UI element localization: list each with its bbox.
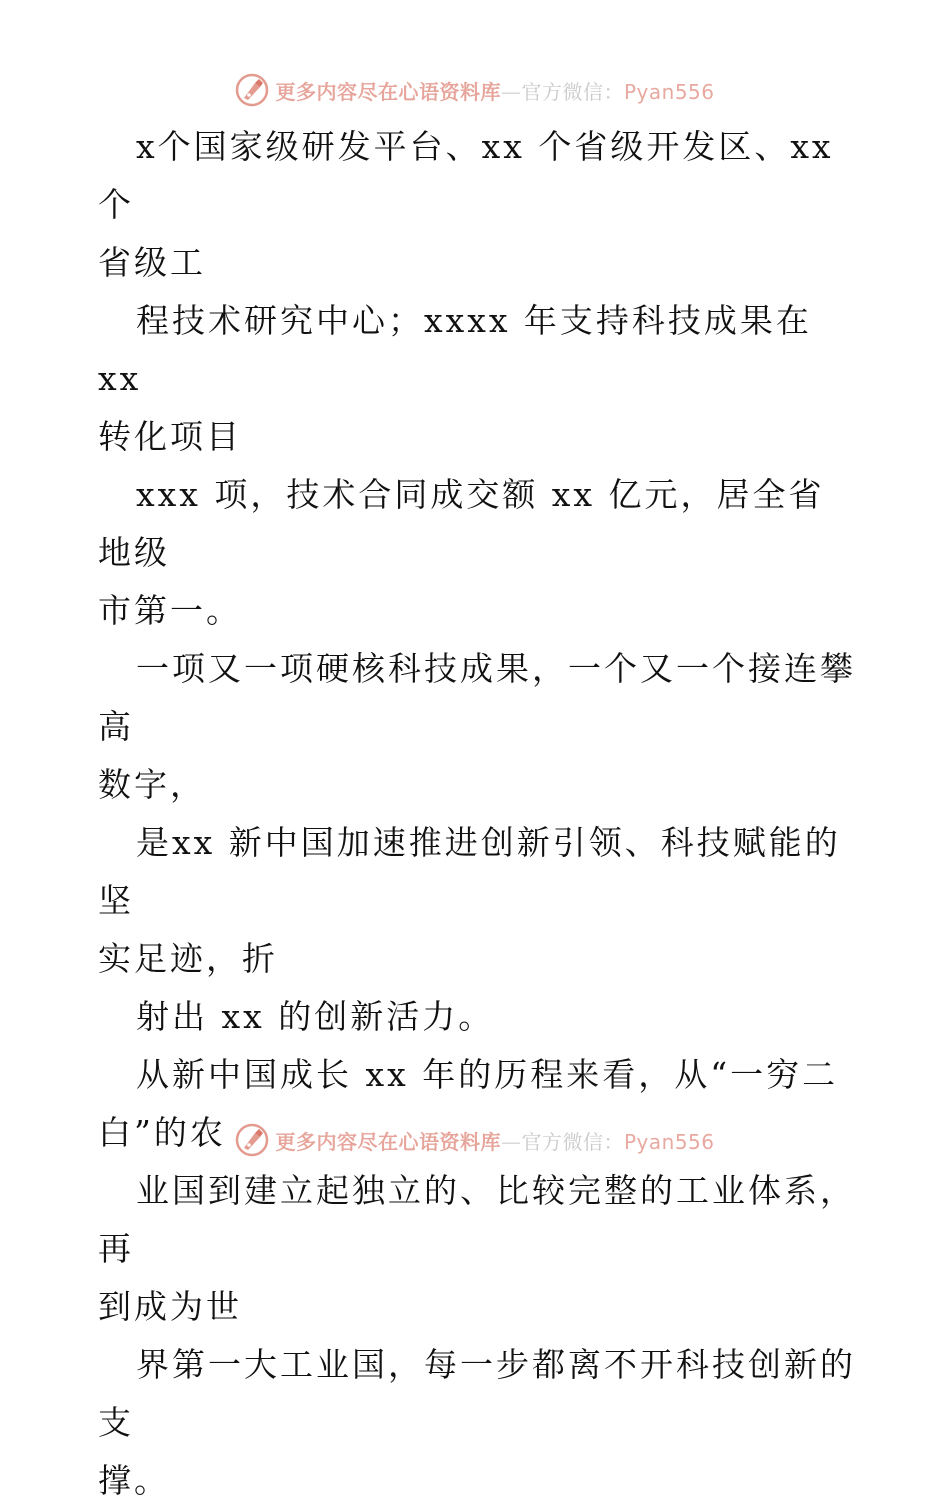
paragraph-line: 实足迹，折 [98,939,278,978]
footer-banner [0,1120,950,1160]
banner-text [275,76,714,105]
paragraph [98,1336,858,1510]
paragraph-line: xxx 项，技术合同成交额 xx 亿元，居全省地级 [98,475,825,572]
paragraph-line: x个国家级研发平台、xx 个省级开发区、xx 个 [98,127,834,224]
paragraph-line: 程技术研究中心；xxxx 年支持科技成果在 xx [98,301,812,398]
header-banner [0,70,950,110]
paragraph-line: 省级工 [98,243,206,282]
paragraph-line: 白”的农 [98,1113,226,1152]
banner-separator: — [500,1129,522,1154]
pen-nib-logo-icon [235,1123,269,1157]
banner-wechat-label: 官方微信： [521,79,624,104]
banner-site-text: 更多内容尽在心语资料库 [275,79,501,104]
paragraph-line: 射出 xx 的创新活力。 [136,997,495,1036]
paragraph [98,118,858,292]
paragraph [98,814,858,988]
paragraph [98,640,858,814]
paragraph-line: 业国到建立起独立的、比较完整的工业体系，再 [98,1171,856,1268]
document-body [98,118,858,1510]
paragraph-line: 数字， [98,765,206,804]
paragraph [98,466,858,640]
paragraph [98,988,858,1046]
paragraph-line: 是xx 新中国加速推进创新引领、科技赋能的坚 [98,823,841,920]
banner-text [275,1126,714,1155]
pen-nib-logo-icon [235,73,269,107]
paragraph-line: 市第一。 [98,591,242,630]
paragraph [98,292,858,466]
paragraph-line: 界第一大工业国，每一步都离不开科技创新的支 [98,1345,856,1442]
banner-wechat-label: 官方微信： [521,1129,624,1154]
paragraph-line: 转化项目 [98,417,242,456]
banner-site-text: 更多内容尽在心语资料库 [275,1129,501,1154]
banner-wechat-id: Pyan556 [623,79,715,104]
paragraph [98,1162,858,1336]
banner-separator: — [500,79,522,104]
paragraph-line: 从新中国成长 xx 年的历程来看，从“一穷二 [136,1055,839,1094]
paragraph-line: 撑。 [98,1461,170,1500]
paragraph-line: 到成为世 [98,1287,242,1326]
paragraph-line: 一项又一项硬核科技成果，一个又一个接连攀高 [98,649,856,746]
banner-wechat-id: Pyan556 [623,1129,715,1154]
